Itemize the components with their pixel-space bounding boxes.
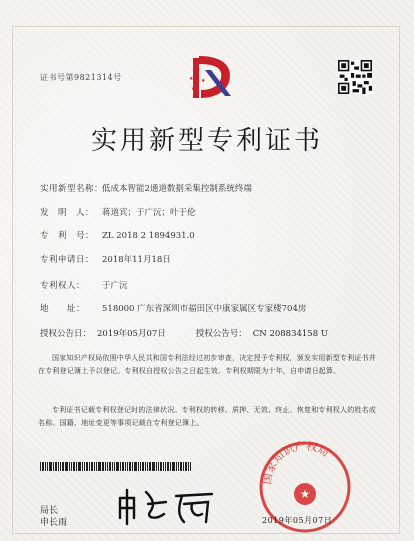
inventor-label: 发 明 人：: [40, 208, 95, 218]
barcode-bar: [180, 462, 182, 471]
address-row: [40, 302, 306, 314]
barcode-bar: [172, 462, 175, 471]
barcode-bar: [47, 462, 48, 471]
barcode-bar: [176, 462, 177, 471]
director-signature-block: [40, 505, 67, 529]
patent-office-emblem-icon: [185, 48, 239, 108]
barcode-bar: [120, 462, 121, 471]
barcode-bar: [170, 462, 171, 471]
inventor-row: [40, 206, 196, 218]
barcode-bar: [58, 462, 59, 471]
legal-paragraph-1: 国家知识产权局依照中华人民共和国专利法经过初步审查，决定授予专利权，颁发实用新型专利证书并在专利登记簿上予以登记。专利权自授权公告之日起生效。专利权期限为十年，自申请日起算。: [38, 354, 376, 375]
barcode-bar: [76, 462, 77, 471]
barcode-bar: [185, 462, 187, 471]
barcode-bar: [178, 462, 179, 471]
barcode-bar: [78, 462, 81, 471]
svg-text:★: ★: [299, 487, 311, 501]
barcode-bar: [167, 462, 169, 471]
filing-date-label: 专利申请日：: [40, 255, 95, 265]
seal-text: 国家知识产权局: [260, 440, 332, 486]
address-label: 地 址：: [40, 304, 86, 314]
barcode-bar: [40, 462, 41, 471]
invention-name-label: 实用新型名称：: [40, 184, 104, 194]
filing-date-row: [40, 253, 171, 265]
inventor-value: 蒋道宾；于广沅；叶于伦: [102, 208, 196, 218]
barcode-bar: [42, 462, 44, 471]
barcode-bar: [125, 462, 126, 471]
patentee-row: [40, 279, 128, 291]
barcode-bar: [163, 462, 164, 471]
barcode-bar: [107, 462, 108, 471]
barcode-bar: [102, 462, 104, 471]
certificate-title: 实用新型专利证书: [90, 126, 323, 156]
barcode-bar: [127, 462, 128, 471]
patent-number-row: [40, 229, 195, 241]
barcode-bar: [132, 462, 133, 471]
patentee-value: 于广沅: [102, 281, 128, 291]
barcode-bar: [160, 462, 162, 471]
director-title: 局长: [40, 506, 59, 516]
seal-date: 2019年05月07日: [262, 516, 333, 525]
barcode-bar: [84, 462, 85, 471]
filing-date-value: 2018年11月18日: [102, 255, 171, 265]
barcode-bar: [129, 462, 131, 471]
barcode-bar: [96, 462, 97, 471]
svg-text:★: ★: [201, 78, 206, 84]
barcode-bar: [183, 462, 184, 471]
barcode-bar: [152, 462, 155, 471]
barcode-bar: [105, 462, 106, 471]
barcode-bar: [73, 462, 75, 471]
barcode-bar: [145, 462, 146, 471]
invention-name-row: [40, 182, 252, 194]
barcode-bar: [147, 462, 148, 471]
handwritten-signature: [112, 478, 232, 528]
svg-text:★: ★: [189, 76, 194, 82]
barcode-bar: [142, 462, 144, 471]
director-name: 申长雨: [40, 518, 68, 528]
qr-code: [338, 60, 372, 94]
barcode-bar: [69, 462, 70, 471]
barcode-bar: [89, 462, 90, 471]
barcode-bar: [122, 462, 124, 471]
barcode-bar: [140, 462, 141, 471]
announcement-number-label: 授权公告号：: [195, 329, 247, 339]
announcement-number-value: CN 208834158 U: [252, 329, 328, 339]
barcode-bar: [149, 462, 151, 471]
barcode: [40, 462, 220, 471]
barcode-bar: [138, 462, 139, 471]
patentee-label: 专利权人：: [40, 281, 86, 291]
barcode-bar: [49, 462, 52, 471]
address-value: 518000 广东省深圳市福田区中康家属区专家楼704房: [102, 304, 307, 314]
barcode-bar: [165, 462, 166, 471]
barcode-bar: [114, 462, 115, 471]
svg-text:★: ★: [191, 86, 196, 92]
barcode-bar: [109, 462, 111, 471]
barcode-bar: [188, 462, 189, 471]
grant-date-label: 授权公告日：: [40, 329, 92, 339]
barcode-bar: [53, 462, 54, 471]
barcode-bar: [134, 462, 137, 471]
barcode-bar: [158, 462, 159, 471]
barcode-bar: [60, 462, 61, 471]
barcode-bar: [71, 462, 72, 471]
patent-number-value: ZL 2018 2 1894931.0: [102, 231, 195, 241]
certificate-number: 证书号第9821314号: [40, 73, 122, 82]
svg-text:★: ★: [195, 67, 201, 74]
barcode-bar: [112, 462, 113, 471]
barcode-bar: [82, 462, 83, 471]
patent-number-label: 专 利 号：: [40, 231, 95, 241]
grant-row: [40, 327, 328, 339]
legal-paragraph-2: 专利证书记载专利权登记时的法律状况。专利权的转移、质押、无效、终止、恢复和专利权人的姓名或名称、国籍、地址变更等事项记载在专利登记簿上。: [38, 406, 376, 427]
grant-date-value: 2019年05月07日: [97, 329, 166, 339]
barcode-bar: [156, 462, 157, 471]
barcode-bar: [65, 462, 68, 471]
barcode-bar: [62, 462, 64, 471]
barcode-bar: [91, 462, 93, 471]
barcode-bar: [98, 462, 101, 471]
barcode-bar: [86, 462, 88, 471]
barcode-bar: [116, 462, 119, 471]
invention-name-value: 低成本智能2通道数据采集控制系统终端: [102, 184, 252, 194]
svg-text:国家知识产权局: [261, 440, 332, 485]
barcode-bar: [45, 462, 46, 471]
barcode-bar: [55, 462, 57, 471]
barcode-bar: [94, 462, 95, 471]
barcode-bar: [190, 462, 191, 471]
